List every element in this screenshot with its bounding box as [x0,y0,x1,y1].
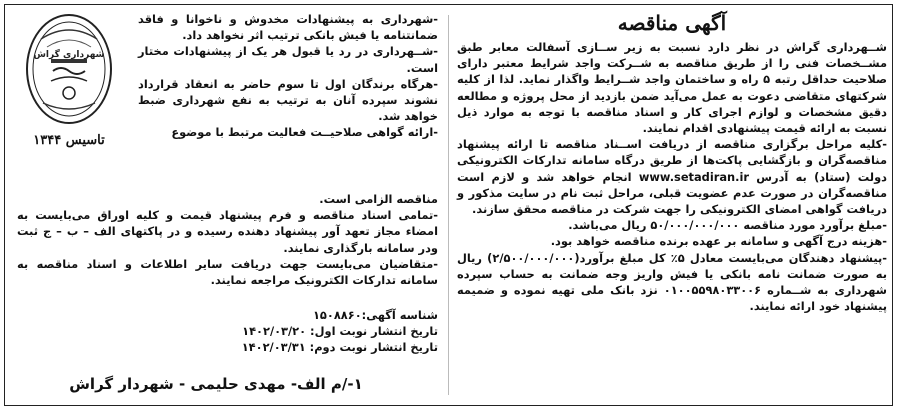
first-publication-date: تاریخ انتشار نوبت اول: ۱۴۰۲/۰۳/۲۰ [242,324,438,338]
condition-item: -هرگاه برندگان اول تا سوم حاضر به انعقاد قرارداد نشوند سپرده آنان به ترتیب به نفع شهرداری ضبط خواهد شد. [138,76,438,124]
notice-ad-cost: -هزینه درج آگهی و سامانه بر عهده برنده مناقصه خواهد بود. [550,234,887,249]
condition-item: -ارائه گواهی صلاحیــت فعالیت مرتبط با موضوع [171,125,438,140]
notice-estimate: -مبلغ برآورد مورد مناقصه ۵۰/۰۰۰/۰۰۰/۰۰۰ ریال می‌باشد. [568,218,887,233]
condition-item: -تمامی اسناد مناقصه و فرم پیشنهاد قیمت و کلیه اوراق می‌بایست به امضاء مجاز تعهد آور پیشنهاد دهنده رسیده و در پاکتهای الف – ب – ج ثبت ودر سامانه بارگذاری نمایند. [17,208,438,255]
notice-intro: شــهرداری گراش در نظر دارد نسبت به زیر ســازی آسفالت معابر طبق مشــخصات فنی را از طریق مناقصه به شــرکت واجد شرایط معتبر دارای صلاحیت حداقل رتبه ۵ راه و ساختمان واجد شــرایط واگذار نماید. لذا از کلیه شرکتهای متقاضی دعوت به عمل می‌آید ضمن بازدید از محل پروژه و مطالعه دقیق مشخصات و لوازم اجرای کار و اسناد مناقصه با توجه به موارد ذیل نسبت به ارائه قیمت پیشنهادی اقدام نمایند. [457,40,887,136]
notice-procedure-tail: انجام خواهد شد و لازم است مناقصه‌گران در صورت عدم عضویت قبلی، مراحل ثبت نام در سایت مذکور و دریافت گواهی امضای الکترونیکی را جهت شرکت در مناقصه محقق سازند. [457,169,887,217]
emblem-text: شهرداری گراش [33,50,105,60]
signature-line: ۱-/م الف- مهدی حلیمی - شهردار گراش [69,375,363,393]
conditions-bottom [17,191,438,288]
conditions-top [138,11,438,141]
notice-procedure [457,136,887,217]
condition-item: -متقاضیان می‌بایست جهت دریافت سایر اطلاعات و اسناد مناقصه به سامانه تدارکات الکترونیک مراجعه نمایند. [17,256,438,288]
setad-website-link[interactable]: www.setadiran.ir [638,169,749,184]
municipality-logo [19,11,119,161]
second-publication-date: تاریخ انتشار نوبت دوم: ۱۴۰۲/۰۳/۳۱ [241,340,438,354]
column-divider [448,15,449,395]
publication-info [17,307,438,355]
condition-item: -شهرداری به پیشنهادات مخدوش و ناخوانا و فاقد ضمانتنامه یا فیش بانکی ترتیب اثر نخواهد داد. [138,12,438,43]
emblem-icon [21,11,117,131]
notice-guarantee: -پیشنهاد دهندگان می‌بایست معادل ۵٪ کل مبلغ برآورد(۲/۵۰۰/۰۰۰/۰۰۰) ریال به صورت ضمانت نامه بانکی یا فیش واریز وجه ضمانت به حساب سپرده شهرداری به شــماره ۰۱۰۰۵۵۹۸۰۳۳۰۰۶ نزد بانک ملی تهیه نموده و ضمیمه پیشنهاد خود ارائه نمایند. [457,250,888,314]
notice-frame [4,4,893,406]
notice-title: آگهی مناقصه [617,11,727,35]
notice-main-column [457,11,887,403]
established-year: تاسیس ۱۳۴۴ [33,133,105,148]
ad-id: شناسه آگهی:۱۵۰۸۸۶۰ [312,308,438,322]
condition-item: -شــهرداری در رد یا قبول هر یک از پیشنهادات مختار است. [138,44,438,75]
notice-procedure-text: -کلیه مراحل برگزاری مناقصه از دریافت اســناد مناقصه تا ارائه پیشنهاد مناقصه‌گران و بازگشایی پاکت‌ها از طریق درگاه سامانه تدارکات الکترونیکی دولت (ستاد) به آدرس [457,137,888,184]
condition-item: مناقصه الزامی است. [319,192,438,206]
